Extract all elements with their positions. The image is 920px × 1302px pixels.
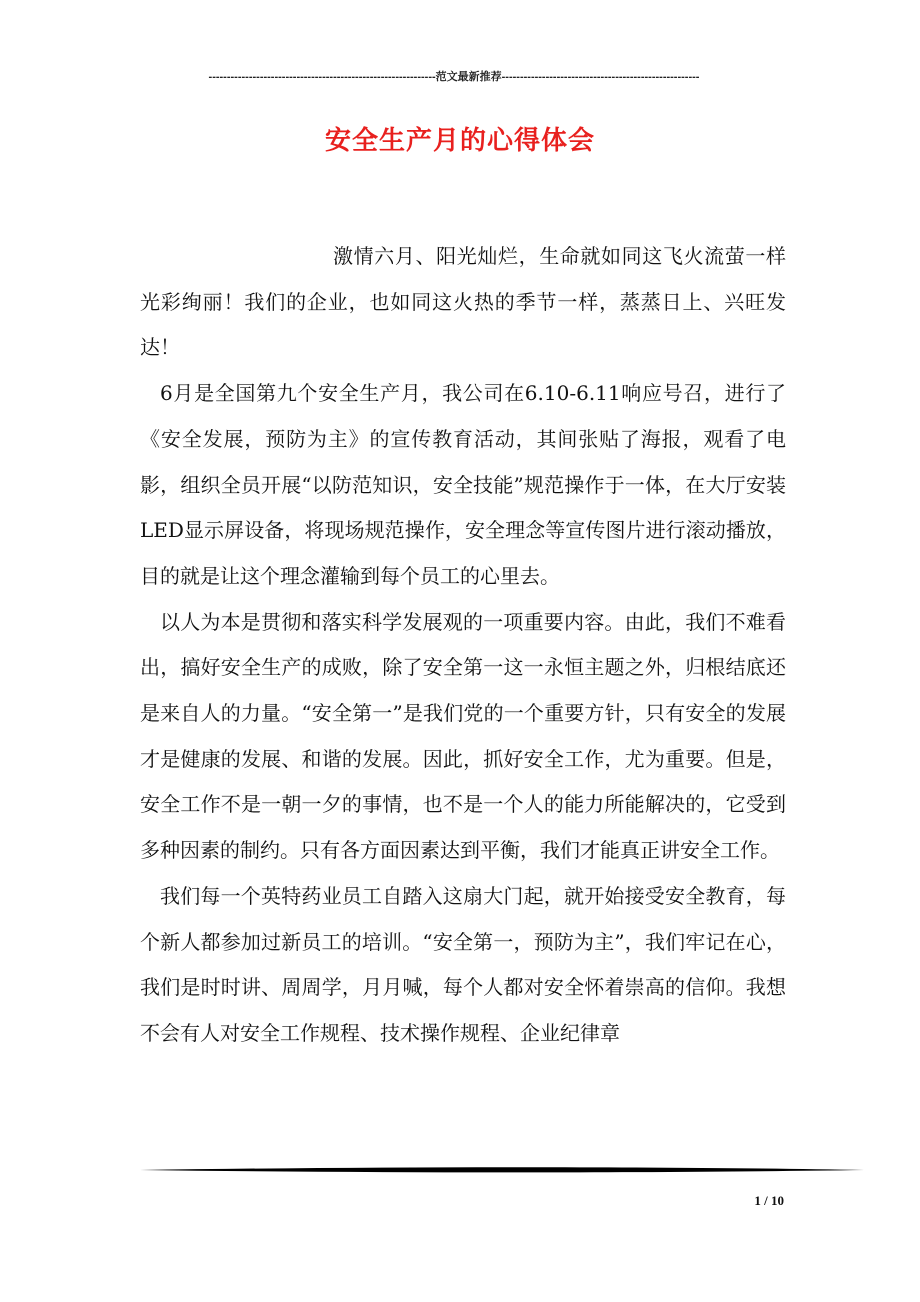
paragraph-4: 我们每一个英特药业员工自踏入这扇大门起，就开始接受安全教育，每个新人都参加过新员工的培训。“安全第一，预防为主”，我们牢记在心，我们是时时讲、周周学，月月喊，每个人都对安全怀着崇高的信仰。我想不会有人对安全工作规程、技术操作规程、企业纪律章 <box>140 883 786 1045</box>
footer-divider <box>140 1166 864 1174</box>
paragraph-3: 以人为本是贯彻和落实科学发展观的一项重要内容。由此，我们不难看出，搞好安全生产的成败，除了安全第一这一永恒主题之外，归根结底还是来自人的力量。“安全第一”是我们党的一个重要方针，只有安全的发展才是健康的发展、和谐的发展。因此，抓好安全工作，尤为重要。但是，安全工作不是一朝一夕的事情，也不是一个人的能力所能解决的，它受到多种因素的制约。只有各方面因素达到平衡，我们才能真正讲安全工作。 <box>140 609 786 863</box>
header-banner: --------------------------------------------------------------范文最新推荐------------------------------------------------------ <box>208 71 700 83</box>
page-number: 1 / 10 <box>754 1193 784 1208</box>
paragraph-2: 6月是全国第九个安全生产月，我公司在6.10-6.11响应号召，进行了《安全发展，预防为主》的宣传教育活动，其间张贴了海报，观看了电影，组织全员开展“以防范知识，安全技能”规范操作于一体，在大厅安装LED显示屏设备，将现场规范操作，安全理念等宣传图片进行滚动播放，目的就是让这个理念灌输到每个员工的心里去。 <box>140 381 786 588</box>
paragraph-1: 激情六月、阳光灿烂，生命就如同这飞火流萤一样光彩绚丽！我们的企业，也如同这火热的季节一样，蒸蒸日上、兴旺发达！ <box>140 244 786 360</box>
document-title: 安全生产月的心得体会 <box>324 126 595 156</box>
document-body <box>140 234 786 1057</box>
